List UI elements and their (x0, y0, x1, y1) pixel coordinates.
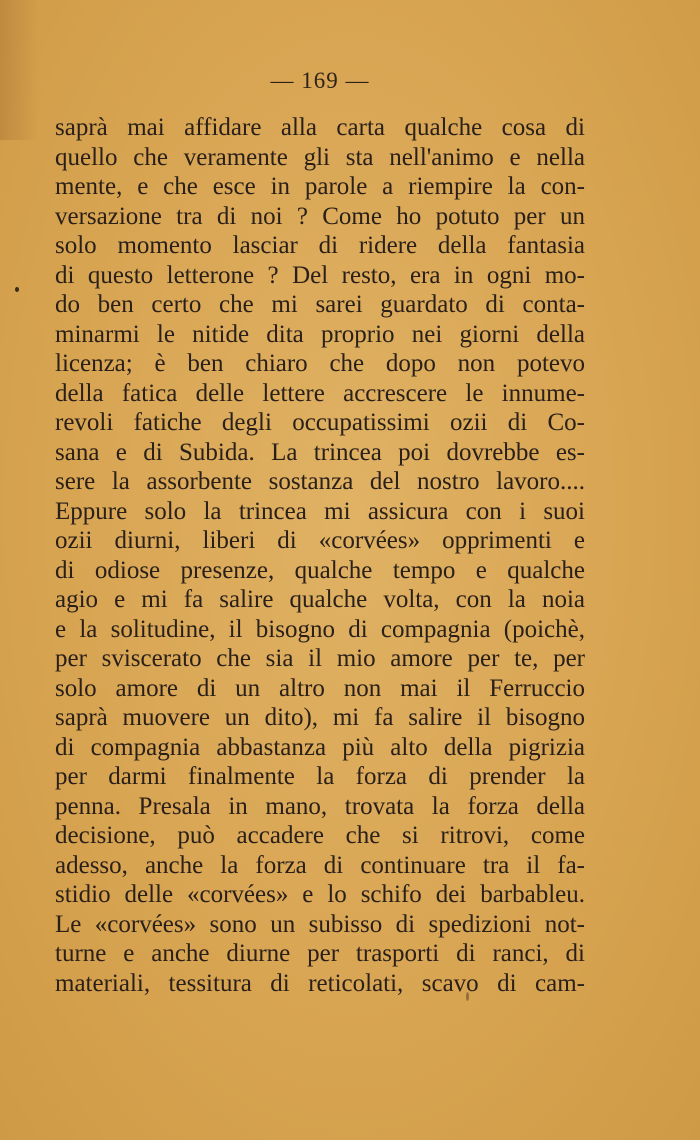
text-line: agio e mi fa salire qualche volta, con la noia (55, 586, 585, 613)
text-line: licenza; è ben chiaro che dopo non potevo (55, 350, 585, 377)
text-line: di compagnia abbastanza più alto della pigrizia (55, 733, 585, 761)
text-line: solo momento lasciar di ridere della fantasia (55, 232, 585, 259)
text-line: solo amore di un altro non mai il Ferruccio (55, 674, 585, 702)
ink-speck (466, 992, 469, 1001)
text-line: per darmi finalmente la forza di prender la (55, 763, 585, 790)
text-line: adesso, anche la forza di continuare tra il fa- (55, 851, 585, 879)
text-line: minarmi le nitide dita proprio nei giorni della (55, 320, 585, 348)
ink-speck (15, 287, 19, 292)
text-line: Eppure solo la trincea mi assicura con i suoi (55, 497, 585, 525)
text-line: turne e anche diurne per trasporti di ranci, di (55, 940, 585, 967)
text-line: penna. Presala in mano, trovata la forza della (55, 792, 585, 820)
text-line: stidio delle «corvées» e lo schifo dei barbableu. (55, 881, 585, 908)
page-number: — 169 — (270, 68, 370, 93)
text-line: e la solitudine, il bisogno di compagnia (poichè, (55, 615, 585, 643)
text-line: decisione, può accadere che si ritrovi, come (55, 822, 585, 849)
text-line: versazione tra di noi ? Come ho potuto per un (55, 202, 585, 230)
text-line: saprà muovere un dito), mi fa salire il bisogno (55, 704, 585, 731)
text-line: do ben certo che mi sarei guardato di conta- (55, 291, 585, 318)
text-line: per sviscerato che sia il mio amore per te, per (55, 645, 585, 672)
body-text (55, 113, 585, 998)
text-line: ozii diurni, liberi di «corvées» opprimenti e (55, 527, 585, 554)
text-line: quello che veramente gli sta nell'animo e nella (55, 143, 585, 171)
text-line: sana e di Subida. La trincea poi dovrebbe es- (55, 438, 585, 466)
text-line: di questo letterone ? Del resto, era in ogni mo- (55, 261, 585, 289)
text-line: sere la assorbente sostanza del nostro lavoro.... (55, 468, 585, 495)
text-line: della fatica delle lettere accrescere le innume- (55, 379, 585, 407)
text-line: mente, e che esce in parole a riempire la con- (55, 173, 585, 200)
text-line: materiali, tessitura di reticolati, scavo di cam- (55, 969, 585, 997)
text-line: saprà mai affidare alla carta qualche cosa di (55, 114, 585, 141)
text-line: revoli fatiche degli occupatissimi ozii di Co- (55, 409, 585, 436)
text-line: Le «corvées» sono un subisso di spedizioni not- (55, 910, 585, 938)
text-line: di odiose presenze, qualche tempo e qualche (55, 556, 585, 584)
